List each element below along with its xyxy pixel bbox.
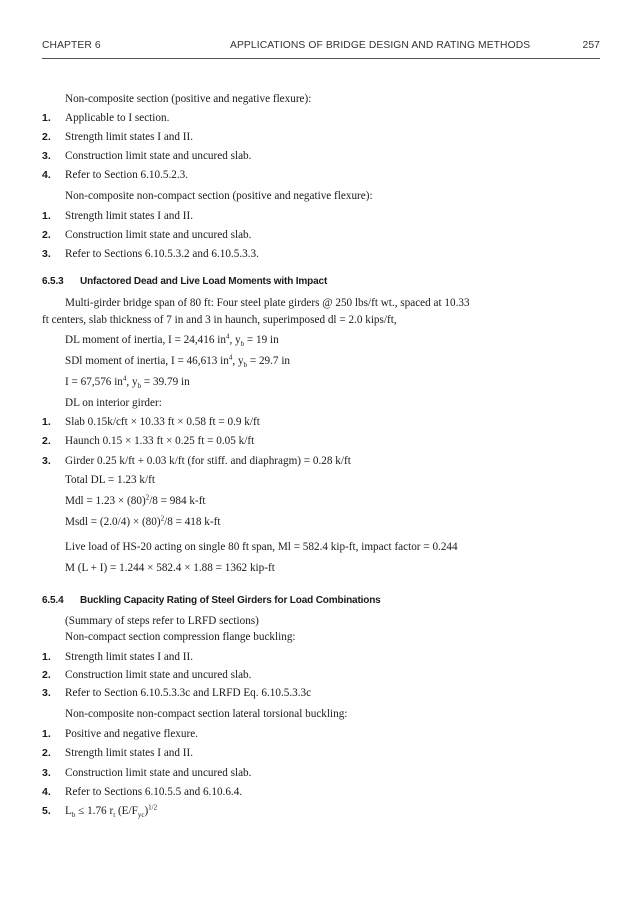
list-number: 2.: [42, 747, 51, 759]
list-number: 2.: [42, 435, 51, 447]
list-number: 5.: [42, 805, 51, 817]
list-number: 1.: [42, 112, 51, 124]
list-item: Construction limit state and uncured slab.: [65, 669, 252, 681]
list-number: 3.: [42, 248, 51, 260]
total-inertia: I = 67,576 $in^4$, $y_b = 39.79$ in: [65, 374, 190, 391]
list-number: 3.: [42, 687, 51, 699]
list-item: Refer to Section 6.10.5.3.3c and LRFD Eq. 6.10.5.3.3c: [65, 687, 312, 699]
list-item: Construction limit state and uncured slab.: [65, 767, 252, 779]
list-item: Refer to Sections 6.10.5.5 and 6.10.6.4.: [65, 786, 243, 798]
running-header: [42, 40, 600, 56]
paragraph-line: ft centers, slab thickness of 7 in and 3 in haunch, superimposed dl = 2.0 kips/ft,: [42, 314, 397, 326]
section-heading-6-5-4: [42, 595, 381, 606]
msdl-equation: Msdl = $(2.0/4) \times (80)^2/8 = 418$ k-ft: [65, 514, 221, 528]
list-item: Strength limit states I and II.: [65, 747, 194, 759]
summary-line: (Summary of steps refer to LRFD sections): [65, 615, 259, 627]
sdl-moment-of-inertia: SDl moment of inertia, I = 46,613 $in^4$, $y_b = 29.7$ in: [65, 353, 291, 370]
list-number: 2.: [42, 131, 51, 143]
block2-intro: Non-composite non-compact section (positive and negative flexure):: [65, 190, 373, 202]
list-item: Positive and negative flexure.: [65, 728, 198, 740]
list-number: 1.: [42, 728, 51, 740]
list-number: 2.: [42, 229, 51, 241]
list-number: 3.: [42, 767, 51, 779]
chapter-label: CHAPTER 6: [42, 40, 101, 51]
list-item: Construction limit state and uncured slab.: [65, 229, 252, 241]
list-number: 2.: [42, 669, 51, 681]
section-number: 6.5.4: [42, 595, 64, 606]
running-title: APPLICATIONS OF BRIDGE DESIGN AND RATING METHODS: [230, 40, 531, 51]
list-number: 4.: [42, 786, 51, 798]
section-title: Unfactored Dead and Live Load Moments with Impact: [80, 276, 328, 287]
dl-moment-of-inertia: DL moment of inertia, I = 24,416 $in^4$, $y_b = 19$ in: [65, 332, 279, 349]
list-item: Applicable to I section.: [65, 112, 170, 124]
list-item: Construction limit state and uncured slab.: [65, 150, 252, 162]
page-number: 257: [582, 40, 600, 51]
list-number: 1.: [42, 210, 51, 222]
section-heading-6-5-3: [42, 276, 327, 287]
header-rule: [42, 58, 600, 59]
block-intro: Non-compact section compression flange buckling:: [65, 631, 296, 643]
list-number: 3.: [42, 455, 51, 467]
list-number: 4.: [42, 169, 51, 181]
list-item: Strength limit states I and II.: [65, 131, 194, 143]
lb-equation: $L_b \le 1.76$ $r_t$ $(E/F_{yc})^{1/2}$: [65, 803, 158, 820]
live-load-line: Live load of HS-20 acting on single 80 ft span, Ml = 582.4 kip-ft, impact factor = 0.244: [65, 541, 458, 553]
mdl-equation: Mdl = $1.23 \times (80)^2/8 = 984$ k-ft: [65, 493, 206, 507]
list-number: 3.: [42, 150, 51, 162]
impact-moment: M (L + I) = 1.244 × 582.4 × 1.88 = 1362 kip-ft: [65, 562, 275, 574]
section-number: 6.5.3: [42, 276, 64, 287]
list-item: Haunch 0.15 × 1.33 ft × 0.25 ft = 0.05 k/ft: [65, 435, 255, 447]
list-item: Strength limit states I and II.: [65, 651, 194, 663]
block-intro: Non-composite non-compact section lateral torsional buckling:: [65, 708, 348, 720]
list-item: Slab 0.15k/cft × 10.33 ft × 0.58 ft = 0.9 k/ft: [65, 416, 260, 428]
list-item: Girder 0.25 k/ft + 0.03 k/ft (for stiff. and diaphragm) = 0.28 k/ft: [65, 455, 351, 467]
section-title: Buckling Capacity Rating of Steel Girders for Load Combinations: [80, 595, 381, 606]
total-dl: Total DL = 1.23 k/ft: [65, 474, 155, 486]
paragraph-line: Multi-girder bridge span of 80 ft: Four steel plate girders @ 250 lbs/ft wt., spaced at 10.33: [65, 297, 470, 309]
dl-interior-label: DL on interior girder:: [65, 397, 162, 409]
block1-intro: Non-composite section (positive and negative flexure):: [65, 93, 312, 105]
list-item: Strength limit states I and II.: [65, 210, 194, 222]
list-item: Refer to Section 6.10.5.2.3.: [65, 169, 189, 181]
list-item: Refer to Sections 6.10.5.3.2 and 6.10.5.3.3.: [65, 248, 259, 260]
list-number: 1.: [42, 416, 51, 428]
list-number: 1.: [42, 651, 51, 663]
